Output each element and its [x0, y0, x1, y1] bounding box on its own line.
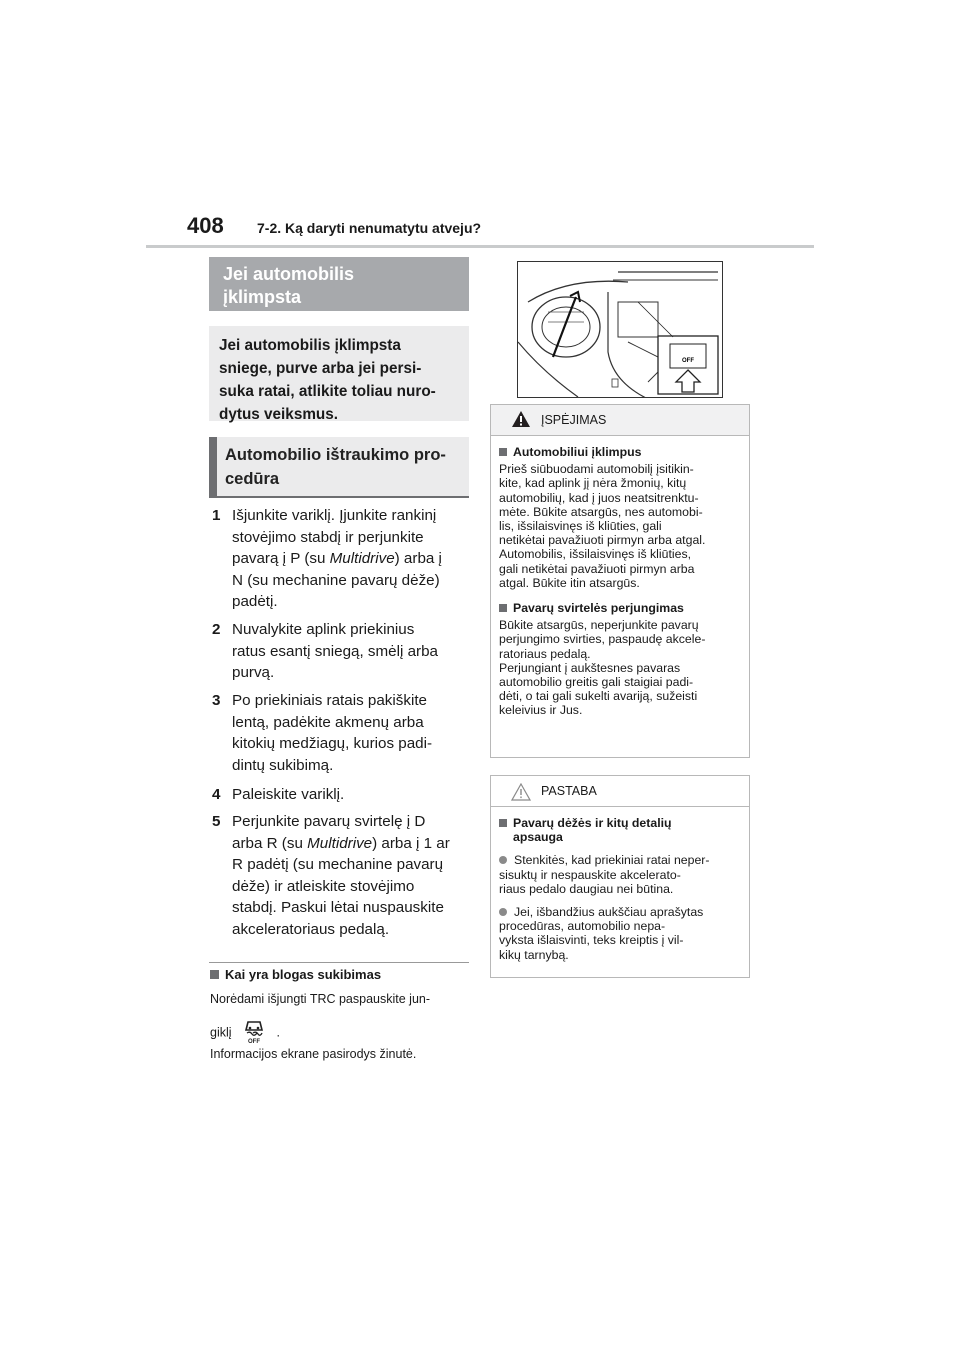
step-number: 5 — [212, 813, 221, 830]
note-heading-text: Kai yra blogas sukibimas — [225, 967, 382, 982]
step-line: ) arba į — [394, 550, 442, 567]
step-line: lentą, padėkite akmenų arba — [232, 713, 424, 731]
step-number: 1 — [212, 507, 221, 524]
note-text-with-icon — [210, 1018, 280, 1048]
warning-subheading: Automobiliui įklimpus — [499, 445, 741, 459]
step-line: purvą. — [232, 664, 275, 681]
notice-bullet-item: Stenkitės, kad priekiniai ratai neper- sisuktų ir nespauskite akcelerato- riaus pedalo daugiau nei būtina. — [499, 853, 710, 896]
square-bullet-icon — [499, 448, 507, 456]
round-bullet-icon — [499, 856, 507, 864]
step-2 — [212, 619, 472, 684]
warning-box — [490, 404, 750, 758]
square-bullet-icon — [499, 819, 507, 827]
warning-title: ĮSPĖJIMAS — [541, 413, 607, 427]
notice-title: PASTABA — [541, 784, 597, 798]
step-line: akceleratoriaus pedalą. — [232, 920, 390, 938]
page-number: 408 — [187, 213, 224, 238]
step-line: arba R (su — [232, 834, 308, 852]
notice-subheading: Pavarų dėžės ir kitų detalių apsauga — [499, 816, 741, 844]
illustration-off-label: OFF — [682, 358, 694, 364]
sub-heading-rule — [209, 496, 469, 498]
step-line: Paleiskite variklį. — [232, 786, 345, 803]
step-line: Perjunkite pavarų svirtelę į D — [232, 813, 426, 830]
step-line: stabdį. Paskui lėtai nuspauskite — [232, 899, 444, 916]
step-line: dintų sukibimą. — [232, 756, 334, 774]
notice-box — [490, 775, 750, 978]
step-line: dėže) ir atleiskite stovėjimo — [232, 877, 415, 895]
header-rule — [146, 245, 814, 248]
main-heading-line: Jei automobilis — [223, 264, 355, 284]
note-text: Norėdami išjungti TRC paspauskite jun- — [210, 992, 431, 1006]
step-line: kitokių medžiagų, kurios padi- — [232, 735, 433, 752]
step-line-italic: Multidrive — [329, 550, 395, 567]
intro-line: dytus veiksmus. — [219, 406, 339, 423]
note-text: . — [276, 1025, 280, 1040]
note-heading — [210, 967, 381, 982]
note-text: Informacijos ekrane pasirodys žinutė. — [210, 1047, 417, 1061]
intro-line: suka ratai, atlikite toliau nuro- — [219, 383, 436, 400]
notice-header — [491, 776, 749, 807]
square-bullet-icon — [210, 970, 219, 979]
step-line: Nuvalykite aplink priekinius — [232, 621, 415, 638]
intro-line: Jei automobilis įklimpsta — [219, 337, 401, 354]
note-text: giklį — [210, 1025, 232, 1040]
step-3 — [212, 690, 472, 776]
step-1 — [212, 505, 472, 613]
step-4 — [212, 784, 472, 806]
warning-paragraph: Būkite atsargūs, neperjunkite pavarų perjungimo svirties, paspaudę akcele- ratoriaus pedalą. Perjungiant į aukštesnes pavaras automobilio greitis gali staigiai padi- dėti, o tai gali sukelti avariją, sužeisti keleivius ir Jus. — [499, 618, 706, 718]
intro-line: sniege, purve arba jei persi- — [219, 360, 422, 377]
step-number: 4 — [212, 786, 221, 803]
round-bullet-icon — [499, 908, 507, 916]
step-line: N (su mechanine pavarų dėže) — [232, 571, 440, 589]
step-number: 3 — [212, 692, 221, 709]
step-line: pavarą į P (su — [232, 550, 330, 567]
step-line: Po priekiniais ratais pakiškite — [232, 692, 427, 709]
warning-subheading: Pavarų svirtelės perjungimas — [499, 601, 741, 615]
step-number: 2 — [212, 621, 221, 638]
warning-header — [491, 405, 749, 436]
warning-triangle-icon — [511, 410, 531, 433]
square-bullet-icon — [499, 604, 507, 612]
caution-triangle-outline-icon — [511, 783, 531, 806]
sub-heading-line: Automobilio ištraukimo pro- — [225, 446, 446, 464]
sub-heading-line: cedūra — [225, 470, 280, 488]
step-line: padėtį. — [232, 593, 278, 610]
section-title: 7-2. Ką daryti nenumatytu atveju? — [257, 220, 482, 236]
step-line: stovėjimo stabdį ir perjunkite — [232, 528, 424, 546]
main-heading — [209, 257, 469, 311]
trc-off-label: OFF — [248, 1039, 261, 1044]
note-rule — [209, 962, 469, 963]
step-line: ) arba į 1 ar — [372, 834, 450, 852]
step-line: Išjunkite variklį. Įjunkite rankinį — [232, 507, 437, 524]
trc-off-icon — [241, 1018, 267, 1048]
step-line-italic: Multidrive — [307, 834, 373, 852]
warning-paragraph: Prieš siūbuodami automobilį įsitikin- kite, kad aplink jį nėra žmonių, kitų automobilių, kad į juos neatsitrenktu- mėte. Būkite atsargūs, nes automobi- lis, išsilaisvinęs iš kliūties, gali netikėtai pavažiuoti pirmyn arba atgal. Automobilis, išsilaisvinęs iš kliūties, gali netikėtai pavažiuoti pirmyn arba atgal. Būkite itin atsargūs. — [499, 462, 706, 590]
intro-box — [209, 326, 469, 421]
step-5 — [212, 811, 472, 940]
sub-heading — [209, 437, 469, 497]
step-line: R padėtį (su mechanine pavarų — [232, 856, 444, 873]
main-heading-line: įklimpsta — [223, 287, 302, 307]
step-line: ratus esantį sniegą, smėlį arba — [232, 642, 438, 660]
dashboard-illustration — [517, 261, 723, 398]
notice-bullet-item: Jei, išbandžius aukščiau aprašytas procedūras, automobilio nepa- vyksta išlaisvinti, teks kreiptis į vil- kikų tarnybą. — [499, 905, 704, 962]
